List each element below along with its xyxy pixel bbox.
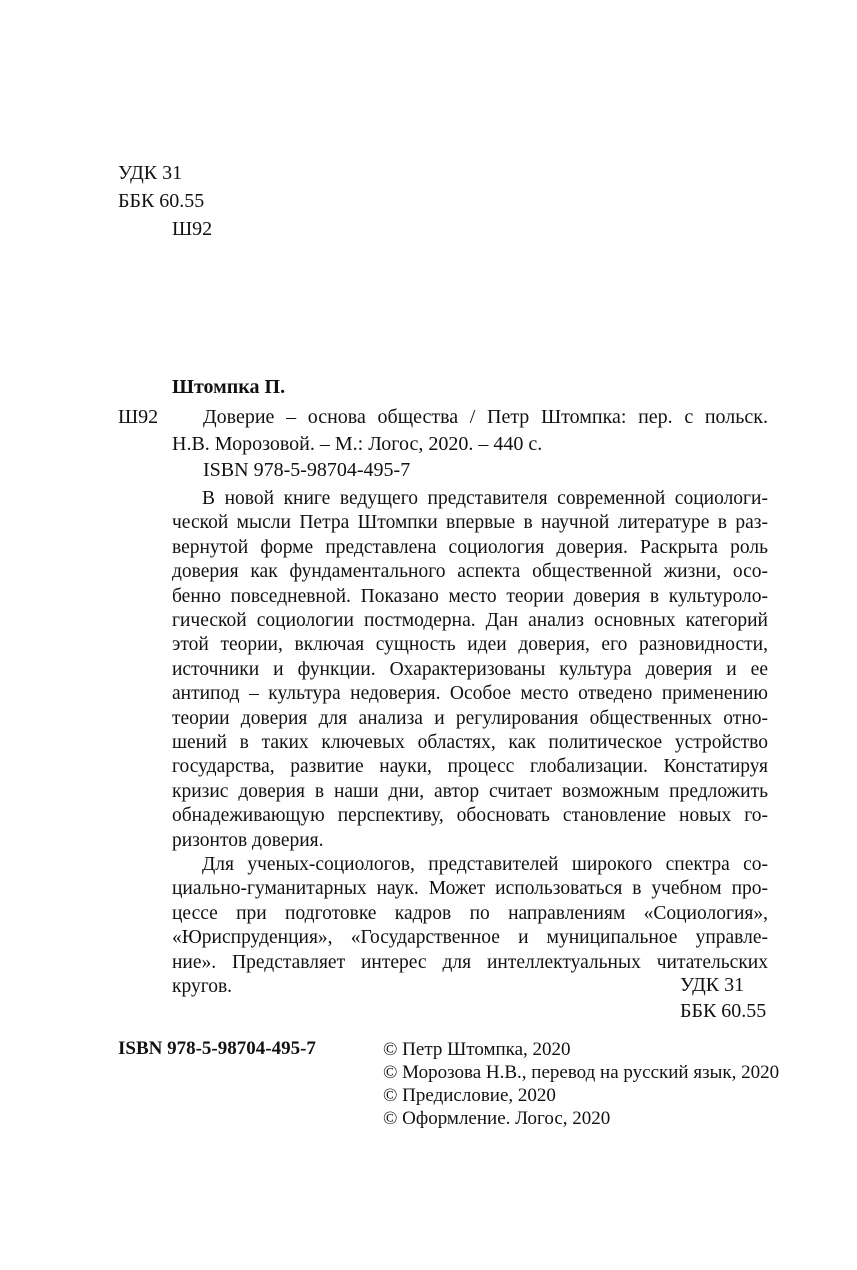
annotation-line: кризис доверия в наши дни, автор считает возможным предложить <box>172 780 768 802</box>
annotation-line: «Юриспруденция», «Государственное и муниципальное управле- <box>172 927 768 949</box>
udk-code-bottom: УДК 31 <box>680 974 745 996</box>
annotation-line: шений в таких ключевых областях, как политическое устройство <box>172 732 768 754</box>
bbk-code-top: ББК 60.55 <box>118 190 205 212</box>
author-mark: Ш92 <box>118 406 159 428</box>
bbk-code-bottom: ББК 60.55 <box>680 1000 767 1022</box>
udk-code-top: УДК 31 <box>118 162 183 184</box>
annotation-line: бенно повседневной. Показано место теории доверия в культуроло- <box>172 585 768 607</box>
author-heading: Штомпка П. <box>172 376 286 398</box>
author-mark-top: Ш92 <box>172 218 213 240</box>
annotation-line: антипод – культура недоверия. Особое место отведено применению <box>172 683 768 705</box>
isbn-bottom: ISBN 978-5-98704-495-7 <box>118 1038 316 1059</box>
annotation-line: обнадеживающую перспективу, обосновать становление новых го- <box>172 805 768 827</box>
copyright-line: © Оформление. Логос, 2020 <box>383 1108 611 1129</box>
annotation-line: ризонтов доверия. <box>172 829 324 851</box>
annotation-line: Для ученых-социологов, представителей широкого спектра со- <box>202 854 768 875</box>
copyright-line: © Предисловие, 2020 <box>383 1085 556 1106</box>
annotation-line: этой теории, включая сущность идеи доверия, его разновидности, <box>172 634 768 656</box>
bibliographic-line-2: Н.В. Морозовой. – М.: Логос, 2020. – 440 с. <box>172 433 543 455</box>
annotation-line: вернутой форме представлена социология доверия. Раскрыта роль <box>172 536 768 558</box>
annotation-line: гической социологии постмодерна. Дан анализ основных категорий <box>172 610 768 632</box>
annotation-paragraph-2 <box>172 853 768 999</box>
annotation-line: циально-гуманитарных наук. Может использоваться в учебном про- <box>172 878 768 900</box>
isbn-line: ISBN 978-5-98704-495-7 <box>203 459 411 481</box>
annotation-line: доверия как фундаментального аспекта общественной жизни, осо- <box>172 561 768 583</box>
annotation-line: цессе при подготовке кадров по направлениям «Социология», <box>172 902 768 924</box>
copyright-line: © Морозова Н.В., перевод на русский язык, 2020 <box>383 1062 780 1083</box>
bibliographic-line-1: Доверие – основа общества / Петр Штомпка: пер. с польск. <box>203 406 768 428</box>
annotation-paragraph-1 <box>172 487 768 853</box>
annotation-line: кругов. <box>172 976 233 998</box>
annotation-line: источники и функции. Охарактеризованы культура доверия и ее <box>172 658 768 680</box>
annotation-line: В новой книге ведущего представителя современной социологи- <box>202 488 768 509</box>
annotation-line: теории доверия для анализа и регулирования общественных отно- <box>172 707 768 729</box>
copyright-line: © Петр Штомпка, 2020 <box>383 1039 571 1060</box>
annotation-line: государства, развитие науки, процесс глобализации. Констатируя <box>172 756 768 778</box>
annotation-line: ние». Представляет интерес для интеллектуальных читательских <box>172 951 768 973</box>
annotation-line: ческой мысли Петра Штомпки впервые в научной литературе в раз- <box>172 512 768 534</box>
